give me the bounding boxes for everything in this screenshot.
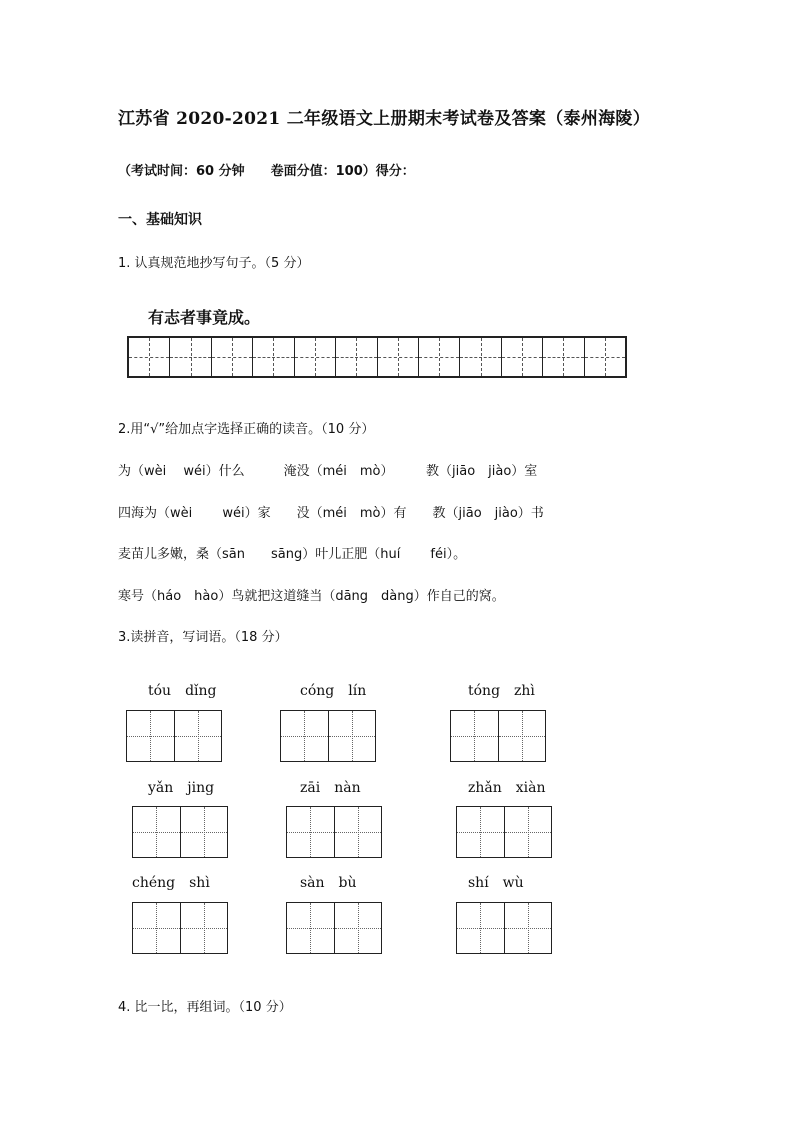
writing-cell[interactable] — [460, 338, 501, 376]
writing-cell[interactable] — [585, 338, 625, 376]
tianzige-box[interactable] — [132, 902, 228, 954]
exam-info: （考试时间：60 分钟 卷面分值：100）得分： — [118, 164, 415, 179]
copy-writing-grid[interactable] — [127, 336, 627, 378]
pinyin-label: tóu dǐng — [148, 683, 217, 699]
writing-cell[interactable] — [336, 338, 377, 376]
writing-cell[interactable] — [419, 338, 460, 376]
writing-cell[interactable] — [378, 338, 419, 376]
tianzige-box[interactable] — [456, 806, 552, 858]
tianzige-box[interactable] — [126, 710, 222, 762]
writing-cell[interactable] — [129, 338, 170, 376]
copy-sentence: 有志者事竟成。 — [148, 308, 261, 327]
tianzige-box[interactable] — [286, 806, 382, 858]
question-1-prompt: 1. 认真规范地抄写句子。（5 分） — [118, 256, 310, 271]
pinyin-label: tóng zhì — [468, 683, 535, 699]
tianzige-box[interactable] — [132, 806, 228, 858]
pinyin-label: zāi nàn — [300, 780, 361, 796]
tianzige-box[interactable] — [450, 710, 546, 762]
pinyin-label: shí wù — [468, 875, 524, 891]
question-4-prompt: 4. 比一比，再组词。（10 分） — [118, 1000, 292, 1015]
writing-cell[interactable] — [295, 338, 336, 376]
page-title: 江苏省 2020-2021 二年级语文上册期末考试卷及答案（泰州海陵） — [118, 109, 651, 129]
writing-cell[interactable] — [502, 338, 543, 376]
pinyin-label: sàn bù — [300, 875, 357, 891]
pinyin-label: chéng shì — [132, 875, 210, 891]
question-3-prompt: 3.读拼音，写词语。（18 分） — [118, 630, 288, 645]
writing-cell[interactable] — [212, 338, 253, 376]
section-heading: 一、基础知识 — [118, 212, 202, 228]
writing-cell[interactable] — [253, 338, 294, 376]
pinyin-label: yǎn jing — [148, 780, 215, 796]
writing-cell[interactable] — [543, 338, 584, 376]
pinyin-label: zhǎn xiàn — [468, 780, 546, 796]
question-2-prompt: 2.用“√”给加点字选择正确的读音。（10 分） — [118, 422, 375, 437]
pronunciation-line[interactable]: 为（wèi wéi）什么 淹没（méi mò） 教（jiāo jiào）室 — [118, 464, 538, 479]
pronunciation-line[interactable]: 麦苗儿多嫩，桑（sān sāng）叶儿正肥（huí féi）。 — [118, 547, 467, 562]
tianzige-box[interactable] — [456, 902, 552, 954]
tianzige-box[interactable] — [286, 902, 382, 954]
writing-cell[interactable] — [170, 338, 211, 376]
pinyin-label: cóng lín — [300, 683, 367, 699]
pronunciation-line[interactable]: 四海为（wèi wéi）家 没（méi mò）有 教（jiāo jiào）书 — [118, 506, 544, 521]
tianzige-box[interactable] — [280, 710, 376, 762]
pronunciation-line[interactable]: 寒号（háo hào）鸟就把这道缝当（dāng dàng）作自己的窝。 — [118, 589, 505, 604]
